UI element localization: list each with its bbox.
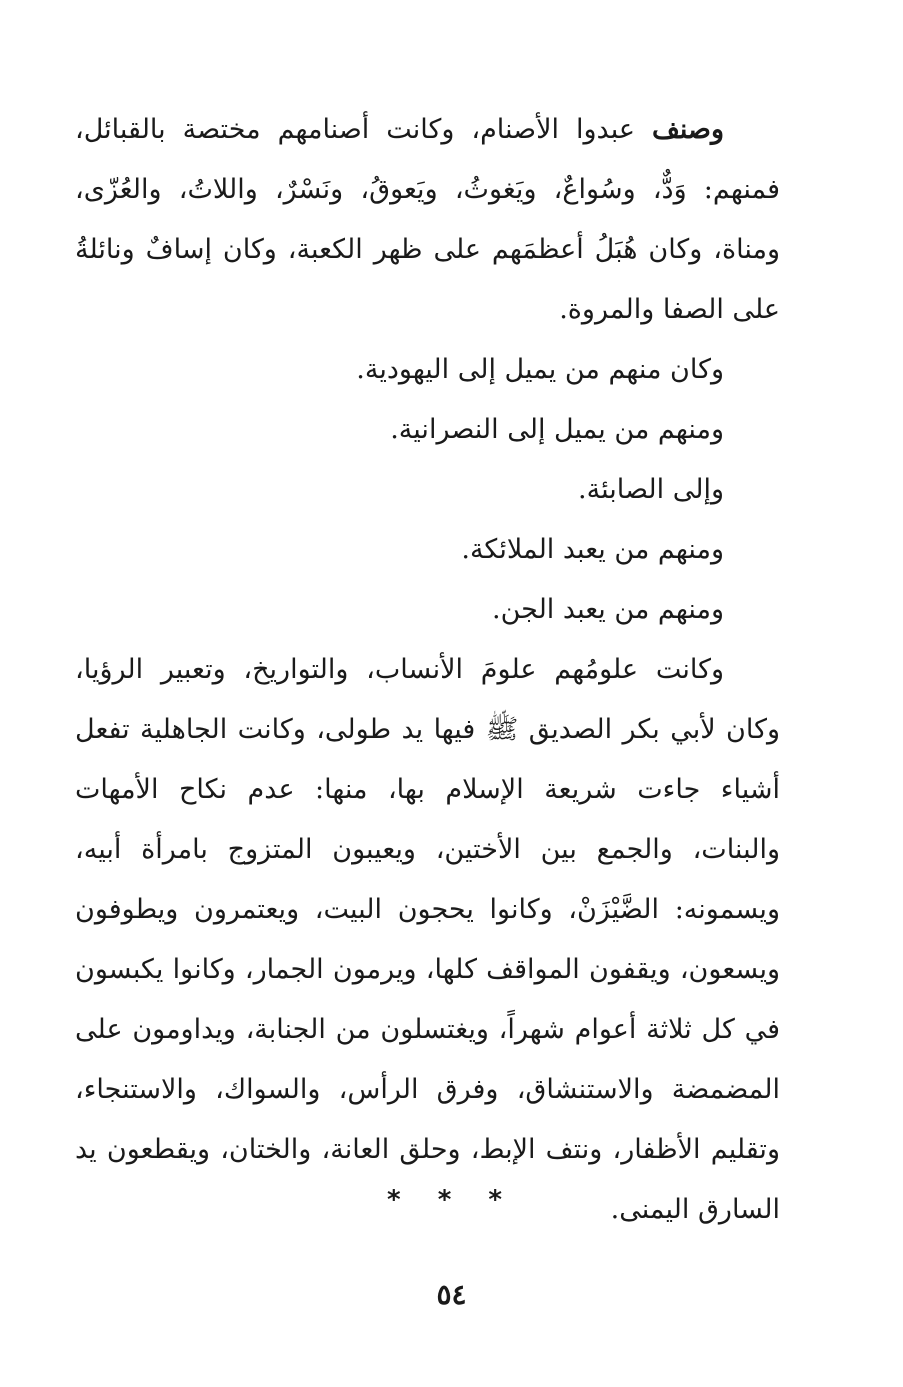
paragraph-idols-text: عبدوا الأصنام، وكانت أصنامهم مختصة بالقبائل، فمنهم: وَدٌّ، وسُواعٌ، ويَغوثُ، ويَعوقُ، ونَسْرٌ، واللاتُ، والعُزّى، ومناة، وكان هُبَلُ أعظمَهم على ظهر الكعبة، وكان إسافٌ ونائلةُ على الصفا والمروة. (75, 114, 780, 325)
paragraph-angels: ومنهم من يعبد الملائكة. (461, 534, 724, 565)
paragraph-sciences-customs: وكانت علومُهم علومَ الأنساب، والتواريخ، وتعبير الرؤيا، وكان لأبي بكر الصديق ﷺ فيها يد طولى، وكانت الجاهلية تفعل أشياء جاءت شريعة الإسلام بها، منها: عدم نكاح الأمهات والبنات، والجمع بين الأختين، ويعيبون المتزوج بامرأة أبيه، ويسمونه: الضَّيْزَنْ، وكانوا يحجون البيت، ويعتمرون ويطوفون ويسعون، ويقفون المواقف كلها، ويرمون الجمار، وكانوا يكبسون في كل ثلاثة أعوام شهراً، ويغتسلون من الجنابة، ويداومون على المضمضة والاستنشاق، وفرق الرأس، والسواك، والاستنجاء، وتقليم الأظفار، ونتف الإبط، وحلق العانة، والختان، ويقطعون يد السارق اليمنى. (75, 654, 780, 1225)
paragraph-christianity: ومنهم من يميل إلى النصرانية. (390, 414, 724, 445)
paragraph-lead-word: وصنف (651, 114, 724, 145)
section-separator: * * * (387, 1185, 516, 1215)
paragraph-jinn: ومنهم من يعبد الجن. (492, 594, 724, 625)
paragraph-judaism: وكان منهم من يميل إلى اليهودية. (356, 354, 724, 385)
paragraph-idols (75, 100, 780, 340)
body-text (75, 100, 780, 1240)
paragraph-sabians: وإلى الصابئة. (578, 474, 724, 505)
page-number: ٥٤ (436, 1278, 467, 1311)
